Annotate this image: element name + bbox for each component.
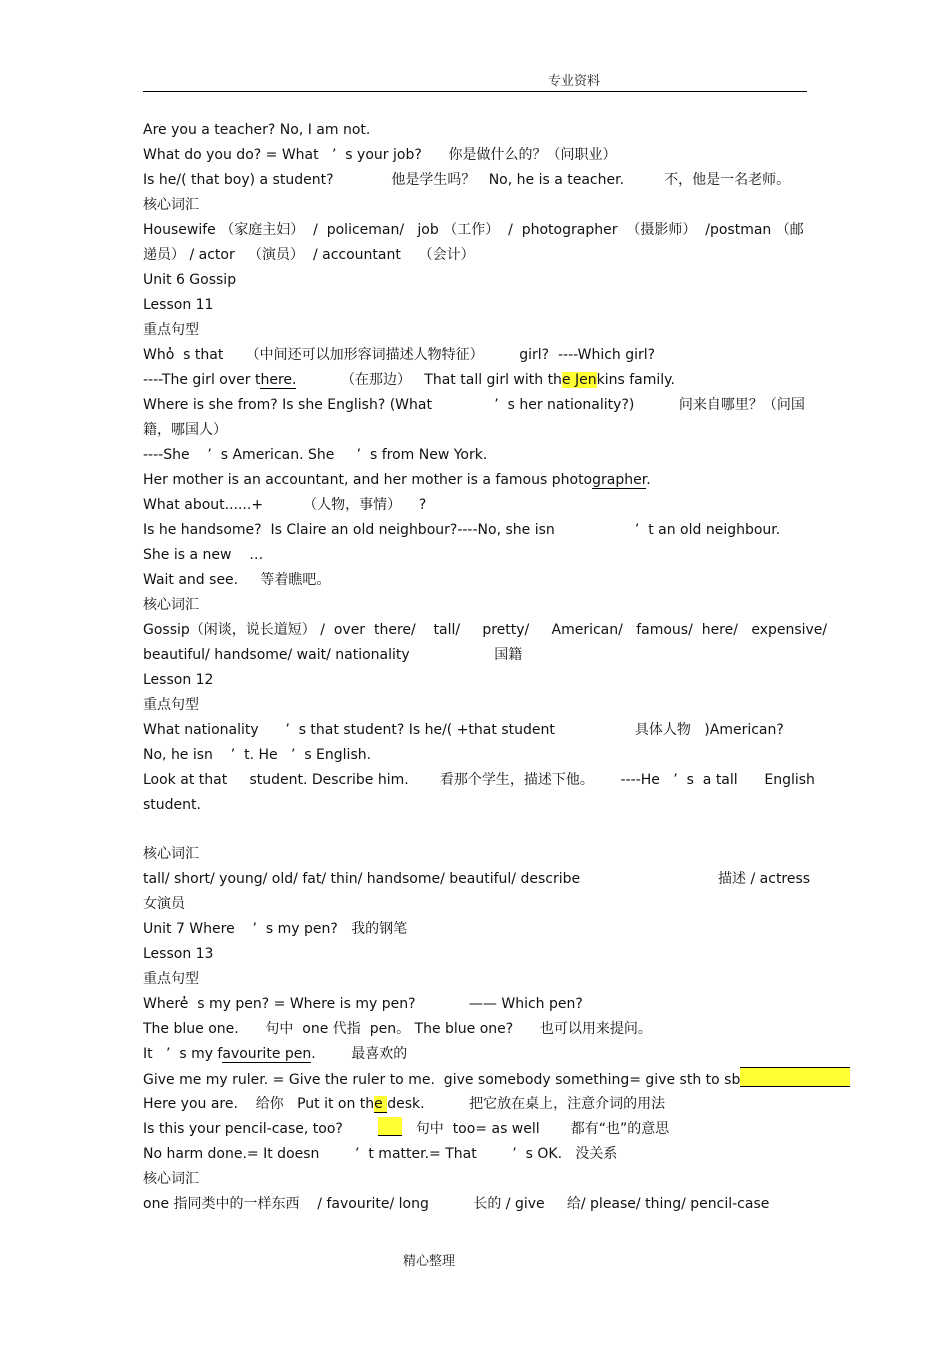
text-line: 核心词汇 [143, 197, 199, 213]
underlined-text: grapher [592, 472, 647, 488]
text-line [143, 1042, 807, 1067]
line-segment: ----The girl over t [143, 372, 261, 388]
text-line: What about......+ （人物，事情） ? [143, 497, 427, 513]
line-segment: Give me my ruler. = Give the ruler to me. give somebody something= give sth to sb [143, 1072, 741, 1088]
line-segment: . 最喜欢的 [311, 1046, 408, 1062]
text-line: No, he isn ’ t. He ’ s English. [143, 747, 372, 763]
text-line: one 指同类中的一样东西 / favourite/ long 长的 / give 给/ please/ thing/ pencil-case [143, 1196, 770, 1212]
text-line: 重点句型 [143, 971, 199, 987]
text-line: Gossip（闲谈，说长道短） / over there/ tall/ pretty/ American/ famous/ here/ expensive/ [143, 622, 828, 638]
text-line: Where̓ s my pen? = Where is my pen? —— Which pen? [143, 996, 583, 1012]
text-line: 籍，哪国人） [143, 422, 227, 438]
underlined-text: avourite pen [222, 1046, 312, 1062]
text-line: 核心词汇 [143, 1171, 199, 1187]
line-segment: . [646, 472, 651, 488]
line-segment: Here you are. 给你 Put it on th [143, 1096, 375, 1112]
text-line: 重点句型 [143, 697, 199, 713]
text-line: 递员） / actor （演员） / accountant （会计） [143, 247, 475, 263]
highlighted-blank [378, 1117, 402, 1136]
text-line [143, 1067, 807, 1092]
highlighted-text: e [374, 1096, 388, 1112]
text-line [143, 468, 807, 493]
text-line: Who̓ s that （中间还可以加形容词描述人物特征） girl? ----Which girl? [143, 347, 656, 363]
page-footer: 精心整理 [403, 1254, 456, 1269]
text-line: student. [143, 797, 201, 813]
text-line: Unit 6 Gossip [143, 272, 237, 288]
highlighted-text: e Jen [561, 372, 597, 388]
text-line: Where is she from? Is she English? (What ’ s her nationality?) 问来自哪里？（问国 [143, 397, 805, 413]
line-segment: Is this your pencil-case, too? [143, 1121, 379, 1137]
header-rule [143, 91, 807, 92]
line-segment: （在那边） That tall girl with th [296, 372, 562, 388]
text-line [143, 1117, 807, 1142]
text-line: tall/ short/ young/ old/ fat/ thin/ handsome/ beautiful/ describe 描述 / actress [143, 871, 811, 887]
line-segment: Her mother is an accountant, and her mother is a famous photo [143, 472, 593, 488]
text-line: Is he/( that boy) a student? 他是学生吗？ No, he is a teacher. 不，他是一名老师。 [143, 172, 791, 188]
text-line: Are you a teacher? No, I am not. [143, 122, 371, 138]
text-line: She is a new … [143, 547, 264, 563]
text-line: Lesson 11 [143, 297, 214, 313]
text-line: Lesson 13 [143, 946, 214, 962]
text-line: What nationality ’ s that student? Is he/( +that student 具体人物 )American? [143, 722, 784, 738]
text-line: Unit 7 Where ’ s my pen? 我的钢笔 [143, 921, 408, 937]
text-line: 核心词汇 [143, 597, 199, 613]
text-line [143, 1092, 807, 1117]
text-line: Housewife （家庭主妇） / policeman/ job （工作） / photographer （摄影师） /postman （邮 [143, 222, 804, 238]
text-line: Look at that student. Describe him. 看那个学生，描述下他。 ----He ’ s a tall English [143, 772, 815, 788]
text-line: beautiful/ handsome/ wait/ nationality 国籍 [143, 647, 523, 663]
text-line: Wait and see. 等着瞧吧。 [143, 572, 331, 588]
line-segment: It ’ s my f [143, 1046, 223, 1062]
underlined-text: here. [260, 372, 297, 388]
text-line: 女演员 [143, 896, 185, 912]
text-line: Lesson 12 [143, 672, 214, 688]
document-body [143, 118, 828, 1217]
highlighted-blank [740, 1067, 850, 1087]
line-segment: kins family. [596, 372, 675, 388]
line-segment: desk. 把它放在桌上，注意介词的用法 [387, 1096, 666, 1112]
text-line: What do you do? = What ’ s your job? 你是做什么的？（问职业） [143, 147, 617, 163]
text-line: 重点句型 [143, 322, 199, 338]
text-line [143, 368, 807, 393]
line-segment: 句中 too= as well 都有“也”的意思 [402, 1121, 670, 1137]
text-line [143, 818, 807, 842]
header-text: 专业资料 [548, 74, 601, 89]
text-line: No harm done.= It doesn ’ t matter.= That ’ s OK. 没关系 [143, 1146, 618, 1162]
text-line: ----She ’ s American. She ’ s from New York. [143, 447, 488, 463]
text-line: Is he handsome? Is Claire an old neighbour?----No, she isn ’ t an old neighbour. [143, 522, 781, 538]
text-line: The blue one. 句中 one 代指 pen。 The blue one? 也可以用来提问。 [143, 1021, 652, 1037]
text-line: 核心词汇 [143, 846, 199, 862]
